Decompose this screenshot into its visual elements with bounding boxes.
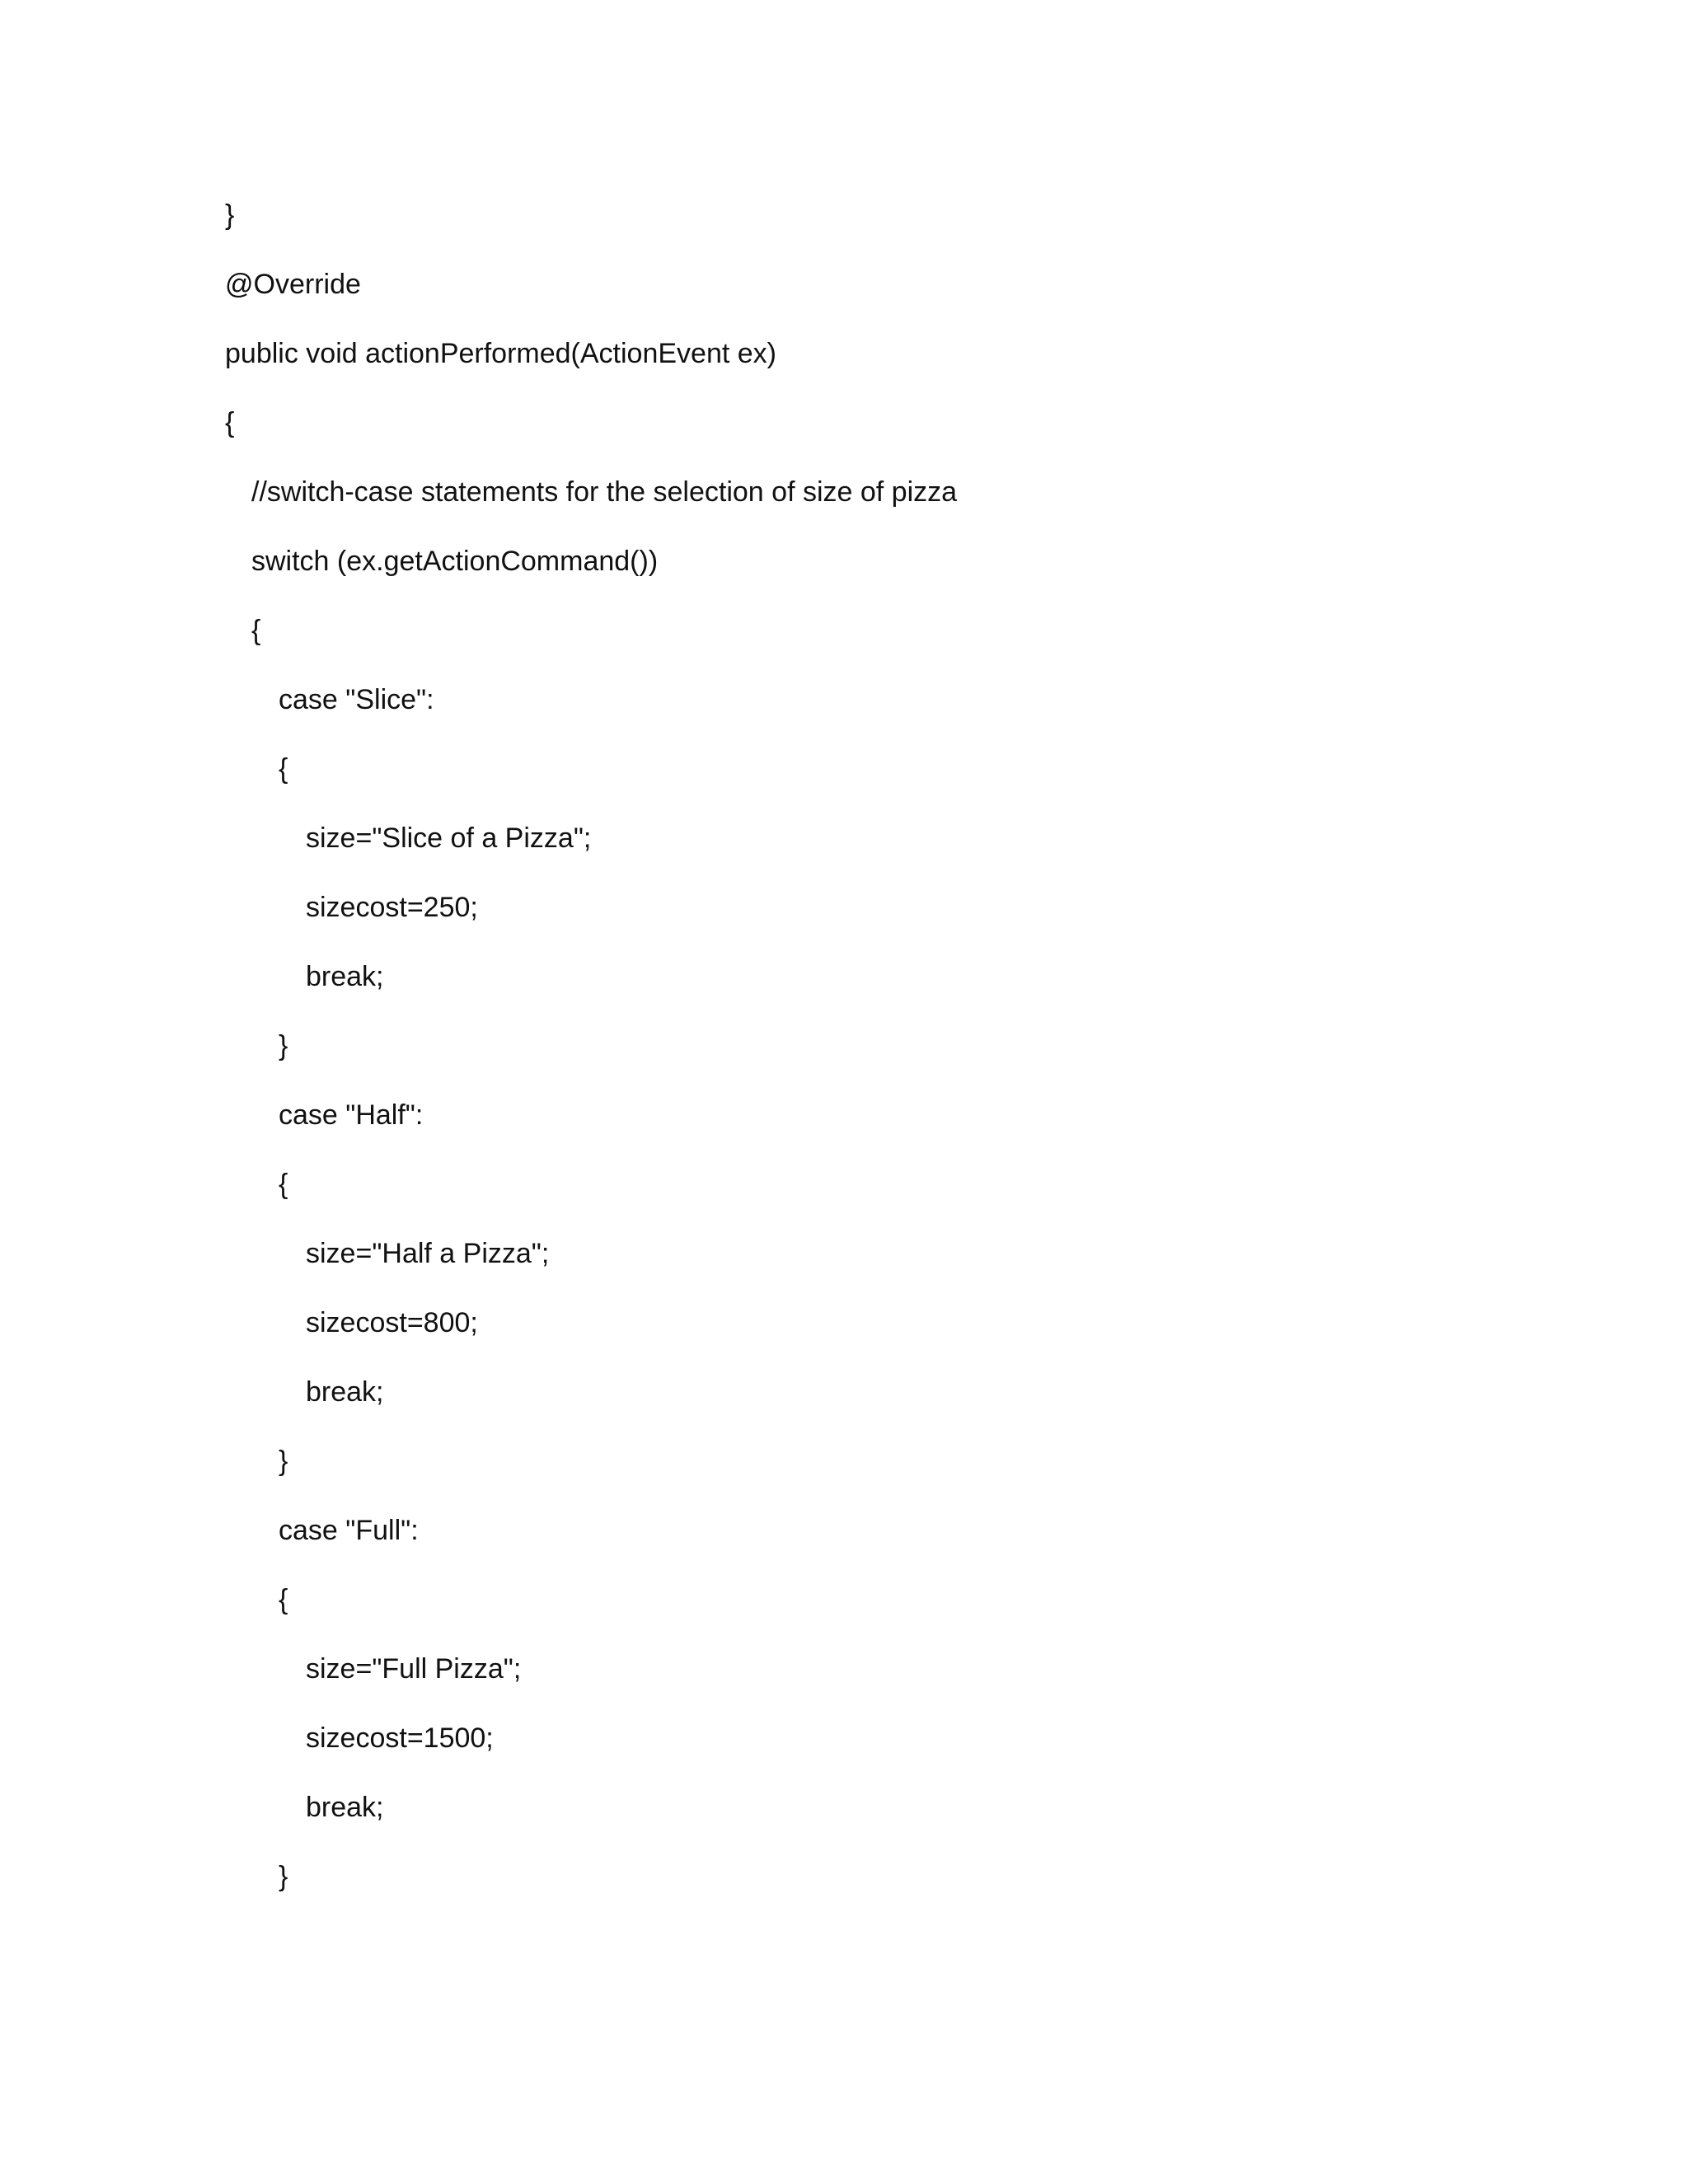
full-size-assignment-line: size="Full Pizza"; (306, 1653, 522, 1685)
half-size-assignment-line: size="Half a Pizza"; (306, 1238, 550, 1269)
closing-brace-line: } (225, 199, 235, 231)
override-annotation-line: @Override (225, 269, 361, 300)
full-closing-brace-line: } (279, 1861, 288, 1892)
slice-opening-brace-line: { (279, 753, 288, 785)
half-closing-brace-line: } (279, 1446, 288, 1477)
slice-break-line: break; (306, 961, 384, 992)
switch-opening-brace-line: { (251, 615, 261, 646)
switch-comment-line: //switch-case statements for the selection of size of pizza (251, 476, 958, 508)
slice-closing-brace-line: } (279, 1030, 288, 1062)
half-case-line: case "Half": (279, 1099, 424, 1131)
half-cost-assignment-line: sizecost=800; (306, 1307, 478, 1338)
switch-statement-line: switch (ex.getActionCommand()) (251, 546, 659, 577)
method-signature-line: public void actionPerformed(ActionEvent ex) (225, 338, 776, 369)
full-cost-assignment-line: sizecost=1500; (306, 1722, 494, 1754)
full-break-line: break; (306, 1792, 384, 1823)
slice-size-assignment-line: size="Slice of a Pizza"; (306, 823, 592, 854)
slice-cost-assignment-line: sizecost=250; (306, 892, 478, 923)
method-opening-brace-line: { (225, 407, 235, 438)
half-break-line: break; (306, 1376, 384, 1408)
full-case-line: case "Full": (279, 1515, 419, 1546)
half-opening-brace-line: { (279, 1169, 288, 1200)
full-opening-brace-line: { (279, 1584, 288, 1615)
slice-case-line: case "Slice": (279, 684, 434, 715)
